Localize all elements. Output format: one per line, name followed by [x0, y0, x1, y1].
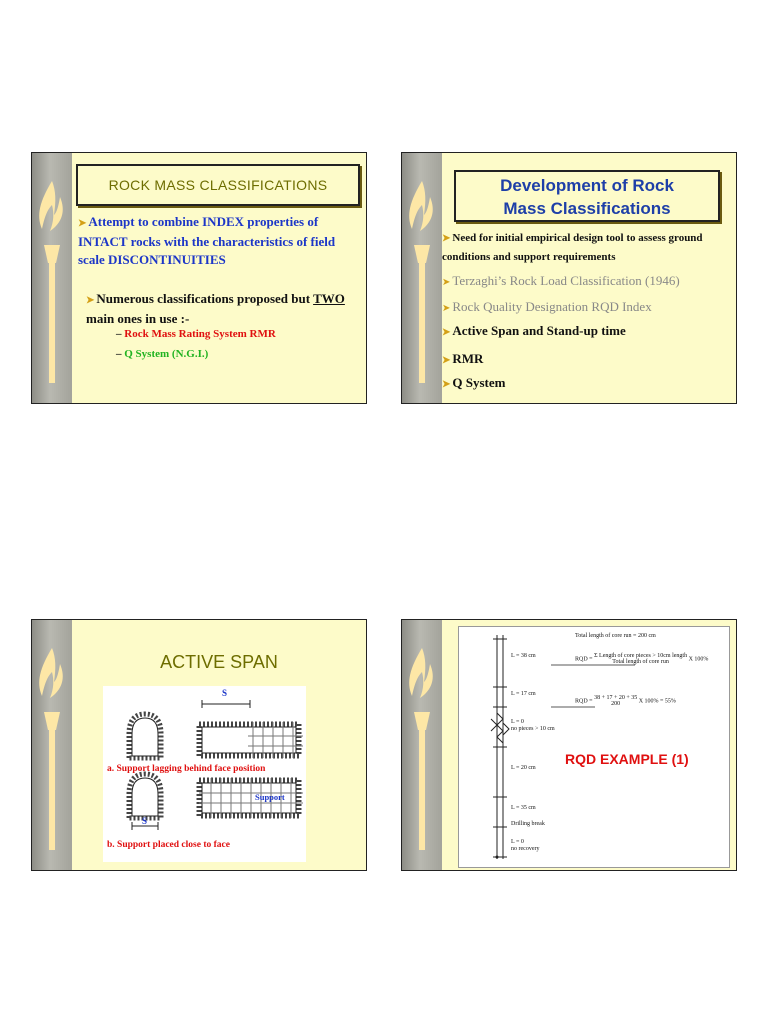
sub-bullet-q-label: Q System (N.G.I.)	[124, 348, 209, 360]
formula-denominator: Total length of core run	[612, 659, 669, 665]
caption-a: a. Support lagging behind face position	[107, 764, 266, 774]
segment-label: no pieces > 10 cm	[511, 726, 555, 732]
torch-icon	[402, 153, 442, 403]
segment-label: Drilling break	[511, 821, 545, 827]
rqd-figure	[458, 626, 730, 868]
sub-bullet-rmr-label: Rock Mass Rating System RMR	[124, 328, 276, 340]
arrow-bullet-icon: ➤	[78, 218, 87, 229]
arrow-bullet-icon: ➤	[442, 327, 451, 338]
calc-lhs: RQD =	[575, 698, 593, 705]
slide-title: ROCK MASS CLASSIFICATIONS	[108, 177, 328, 193]
caption-support: Support	[255, 792, 285, 802]
list-item	[442, 374, 732, 394]
slide-title: ACTIVE SPAN	[160, 652, 278, 672]
segment-label: L = 35 cm	[511, 805, 536, 811]
slide-title: RQD EXAMPLE (1)	[565, 751, 689, 767]
intro-body: Attempt to combine INDEX properties of INTACT rocks with the characteristics of field scale DISCONTINUITIES	[78, 214, 336, 267]
formula-fraction	[594, 653, 687, 665]
arrow-bullet-icon: ➤	[442, 303, 451, 314]
formula-lhs: RQD =	[575, 656, 593, 663]
calc-denominator: 200	[611, 701, 621, 707]
sub-bullet-q	[116, 348, 208, 360]
slide-title-line-2: Mass Classifications	[503, 199, 671, 218]
segment-label: L = 20 cm	[511, 765, 536, 771]
segment-label: L = 38 cm	[511, 653, 536, 659]
calc-result: X 100% = 55%	[638, 698, 676, 705]
slide-rqd-example	[401, 619, 737, 871]
sub-bullet-rmr	[116, 328, 276, 340]
segment-label: no recovery	[511, 846, 540, 852]
rqd-total-length: Total length of core run = 200 cm	[575, 633, 656, 639]
segment-label: L = 0	[511, 719, 524, 725]
list-item-text: RMR	[452, 351, 484, 366]
active-span-figure	[103, 686, 306, 862]
span-label-top: S	[222, 688, 228, 698]
arrow-bullet-icon: ➤	[442, 355, 451, 366]
arrow-bullet-icon: ➤	[86, 295, 95, 306]
arrow-bullet-icon: ➤	[442, 277, 451, 288]
dash-marker: –	[116, 328, 122, 340]
list-item-text: Need for initial empirical design tool to assess ground conditions and support requirements	[442, 232, 703, 263]
bullet-text-two: TWO	[313, 291, 345, 306]
list-item-text: Terzaghi’s Rock Load Classification (1946)	[452, 273, 680, 288]
list-item-text: Q System	[452, 375, 506, 390]
list-item	[442, 322, 732, 342]
slide-title-box	[76, 164, 360, 206]
bullet-numerous	[86, 290, 356, 328]
formula-numerator: Σ Length of core pieces > 10cm length	[594, 653, 688, 659]
list-item-text: Active Span and Stand-up time	[452, 323, 626, 338]
span-label-bottom: S	[142, 816, 148, 826]
bullet-text-pre: Numerous classifications proposed but	[96, 291, 314, 306]
segment-label: L = 0	[511, 839, 524, 845]
segment-label: L = 17 cm	[511, 691, 536, 697]
rqd-formula	[575, 653, 708, 665]
slide-title-line-1: Development of Rock	[500, 176, 674, 195]
arrow-bullet-icon: ➤	[442, 379, 451, 390]
formula-multiplier: X 100%	[688, 656, 709, 663]
calc-numerator: 38 + 17 + 20 + 35	[594, 695, 638, 701]
list-item	[442, 298, 732, 318]
rqd-calculation	[575, 695, 676, 707]
arrow-bullet-icon: ➤	[442, 233, 451, 244]
dash-marker: –	[116, 348, 122, 360]
list-item	[442, 350, 732, 370]
slide-active-span	[31, 619, 367, 871]
list-item-text: Rock Quality Designation RQD Index	[452, 299, 652, 314]
slide-title	[456, 172, 718, 220]
list-item	[442, 229, 732, 266]
slide-development-of-rock-mass-classifications	[401, 152, 737, 404]
torch-icon	[402, 620, 442, 870]
tunnel-diagram	[103, 686, 306, 862]
list-item	[442, 272, 732, 292]
torch-icon	[32, 153, 72, 403]
torch-icon	[32, 620, 72, 870]
slide-rock-mass-classifications	[31, 152, 367, 404]
bullet-list	[442, 229, 732, 394]
caption-b: b. Support placed close to face	[107, 840, 230, 850]
calc-fraction	[594, 695, 637, 707]
bullet-text-post: main ones in use :-	[86, 311, 190, 326]
slide-title-box	[454, 170, 720, 222]
intro-text	[78, 213, 358, 269]
